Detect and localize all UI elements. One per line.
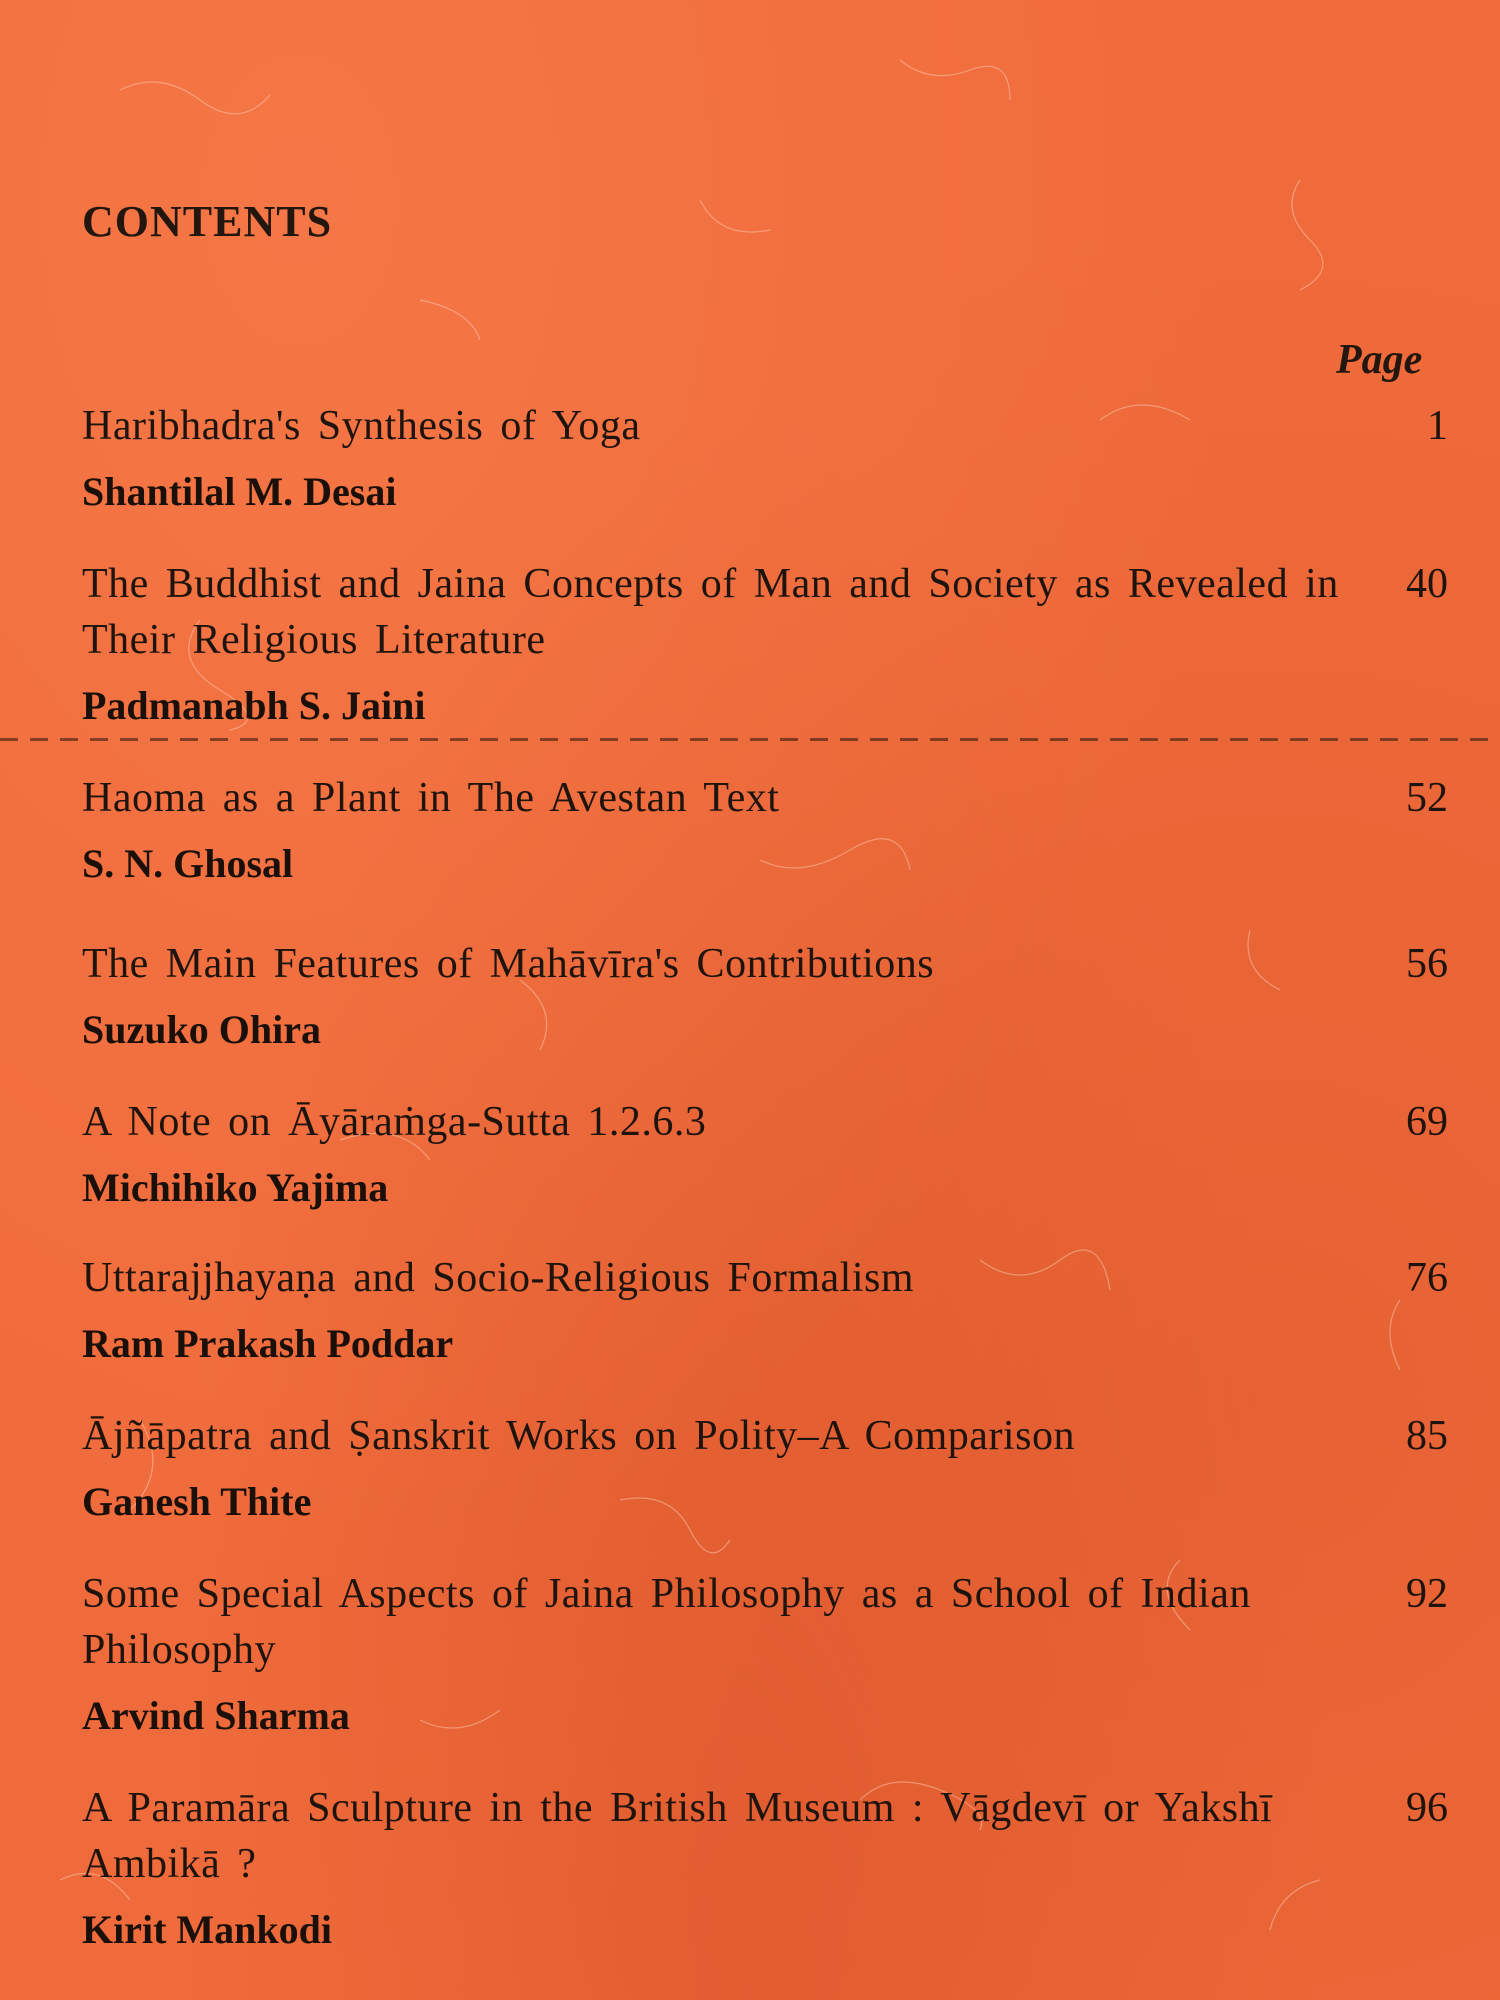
entry-page-number: 76 <box>1406 1255 1448 1301</box>
entry-page-number: 52 <box>1406 775 1448 821</box>
toc-entry[interactable] <box>82 398 1448 516</box>
entry-title: Some Special Aspects of Jaina Philosophy as a School of Indian Philosophy <box>82 1571 1251 1673</box>
fold-crease <box>0 738 1500 741</box>
entry-title: A Note on Āyāraṁga-Sutta 1.2.6.3 <box>82 1099 707 1145</box>
entry-author: Michihiko Yajima <box>82 1165 389 1210</box>
toc-entry[interactable] <box>82 1408 1448 1526</box>
entry-page-number: 92 <box>1406 1571 1448 1617</box>
entry-title: Haoma as a Plant in The Avestan Text <box>82 775 780 821</box>
entry-author: Ram Prakash Poddar <box>82 1321 454 1366</box>
toc-entry[interactable] <box>82 1780 1448 1954</box>
entry-page-number: 1 <box>1427 403 1448 449</box>
entry-page-number: 96 <box>1406 1785 1448 1831</box>
entry-author: Suzuko Ohira <box>82 1007 321 1052</box>
toc-entry[interactable] <box>82 556 1448 730</box>
toc-entry[interactable] <box>82 770 1448 888</box>
entry-title: Haribhadra's Synthesis of Yoga <box>82 403 641 449</box>
toc-entry[interactable] <box>82 1094 1448 1212</box>
toc-entry[interactable] <box>82 1250 1448 1368</box>
entry-page-number: 85 <box>1406 1413 1448 1459</box>
contents-heading: CONTENTS <box>82 197 333 246</box>
entry-author: Padmanabh S. Jaini <box>82 683 426 728</box>
entry-title: The Buddhist and Jaina Concepts of Man and Society as Revealed in Their Religious Literature <box>82 561 1339 663</box>
entry-author: Shantilal M. Desai <box>82 469 397 514</box>
entry-author: Kirit Mankodi <box>82 1907 333 1952</box>
entry-title: A Paramāra Sculpture in the British Museum : Vāgdevī or Yakshī Ambikā ? <box>82 1785 1273 1887</box>
entry-author: S. N. Ghosal <box>82 841 294 886</box>
entry-title: The Main Features of Mahāvīra's Contributions <box>82 941 935 987</box>
entry-title: Uttarajjhayaṇa and Socio-Religious Formalism <box>82 1255 915 1301</box>
entry-author: Arvind Sharma <box>82 1693 350 1738</box>
toc-entry[interactable] <box>82 936 1448 1054</box>
toc-entry[interactable] <box>82 1566 1448 1740</box>
entry-title: Ājñāpatra and Ṣanskrit Works on Polity–A Comparison <box>82 1413 1075 1459</box>
entry-page-number: 40 <box>1406 561 1448 607</box>
entry-page-number: 56 <box>1406 941 1448 987</box>
page-column-header: Page <box>1336 337 1423 383</box>
entry-page-number: 69 <box>1406 1099 1448 1145</box>
entry-author: Ganesh Thite <box>82 1479 312 1524</box>
